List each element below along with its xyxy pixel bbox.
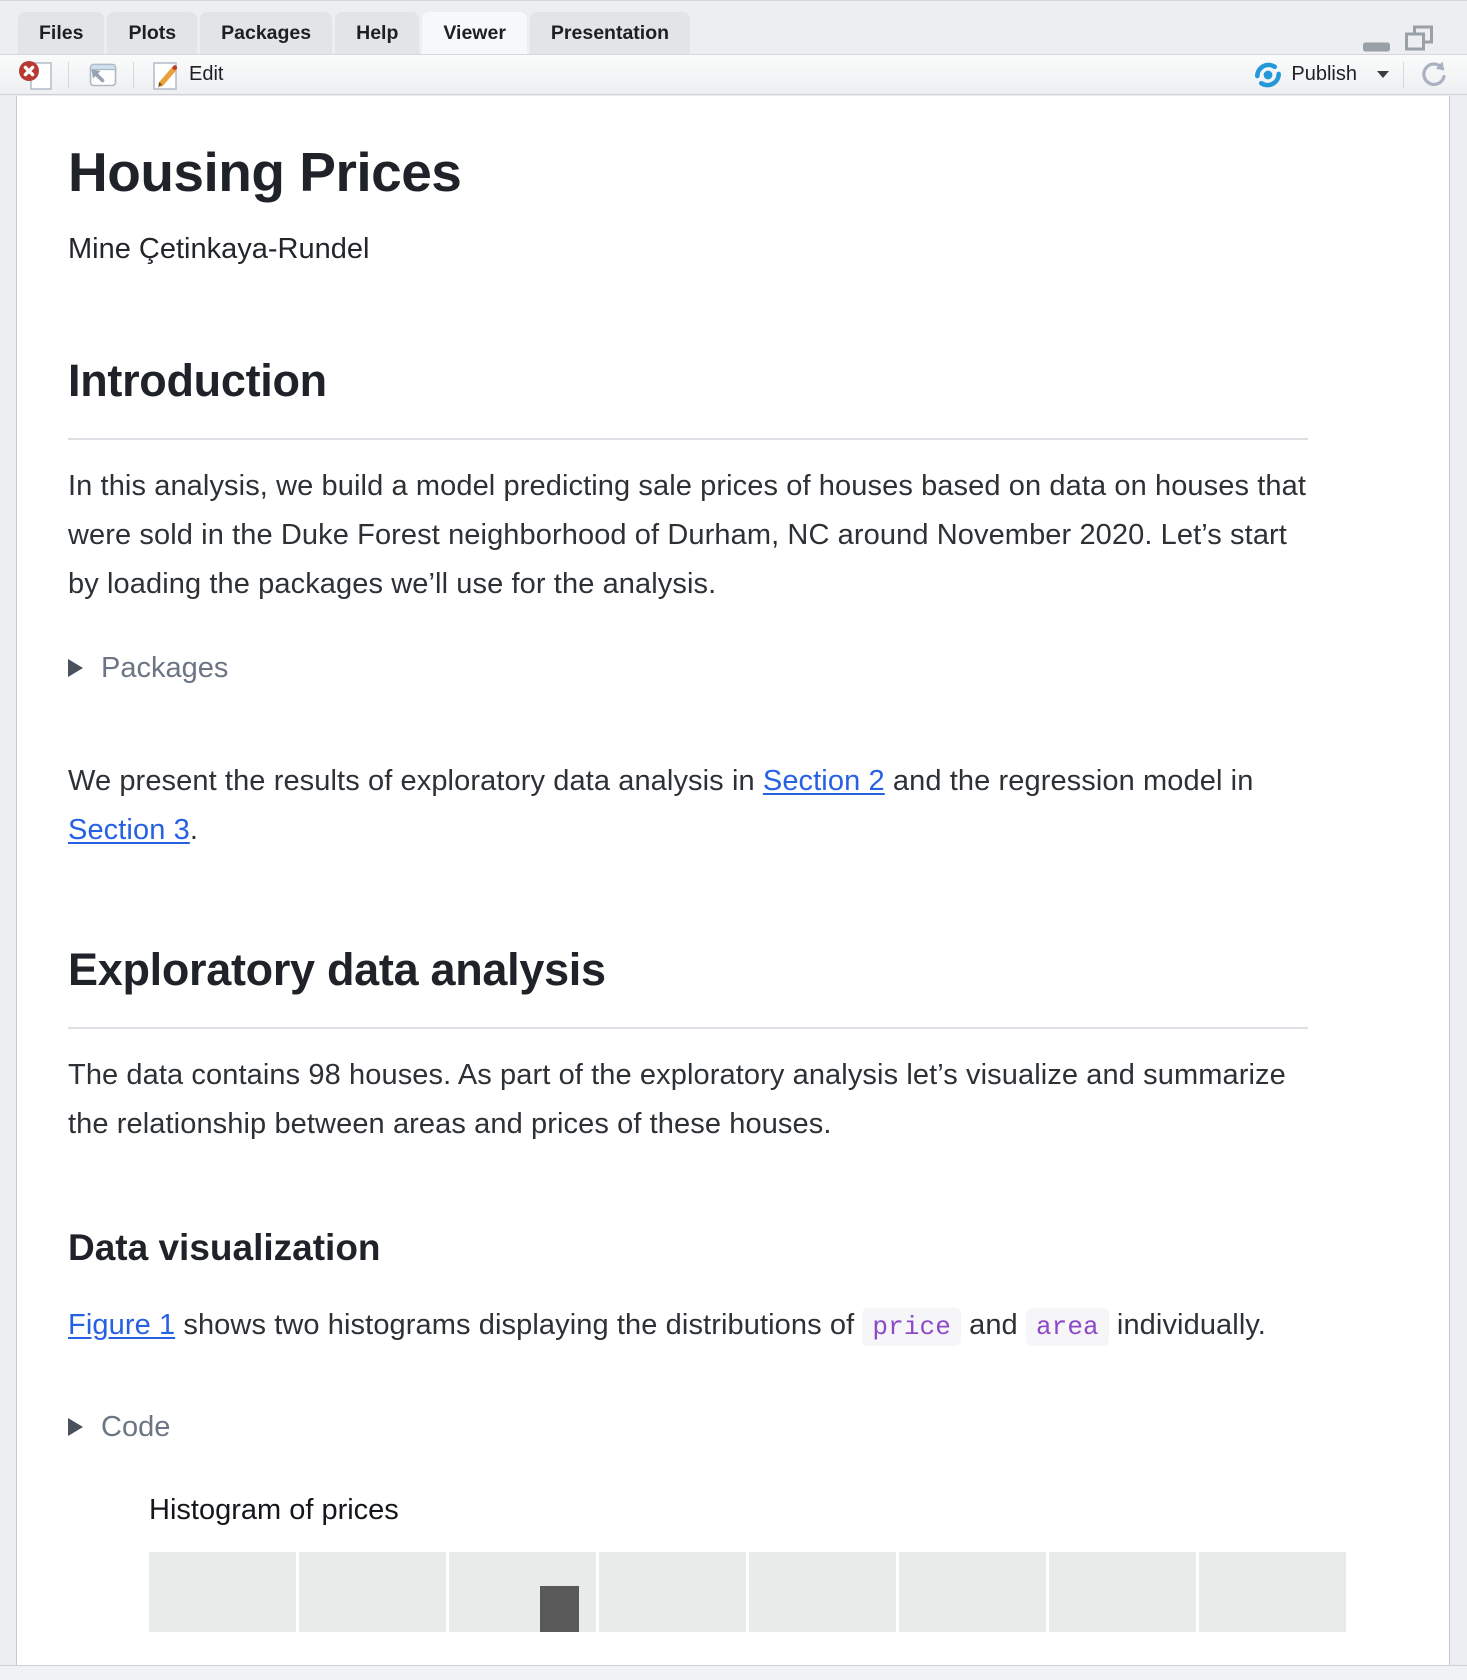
plot-grid-cell	[1199, 1552, 1346, 1632]
tab-help[interactable]: Help	[335, 12, 419, 54]
document-author: Mine Çetinkaya-Rundel	[68, 233, 370, 266]
red-x-page-icon	[18, 58, 54, 92]
histogram-figure	[149, 1492, 1308, 1632]
pane-window-controls	[1363, 25, 1434, 52]
packages-toggle-label: Packages	[101, 652, 229, 685]
toolbar-separator	[68, 62, 69, 88]
paragraph-text: .	[189, 814, 198, 847]
clear-viewer-button[interactable]	[12, 56, 60, 94]
publish-button-label: Publish	[1291, 63, 1357, 85]
histogram-panel	[149, 1552, 1346, 1632]
toolbar-separator	[133, 62, 134, 88]
publish-button[interactable]	[1248, 59, 1395, 91]
tab-packages[interactable]: Packages	[200, 12, 332, 54]
eda-paragraph: The data contains 98 houses. As part of the exploratory analysis let’s visualize and summarize the relationship between areas and prices of these houses.	[68, 1059, 1286, 1141]
inline-code-price: price	[862, 1308, 961, 1346]
edit-button[interactable]	[142, 57, 229, 93]
plot-grid-cell	[599, 1552, 746, 1632]
minimize-icon[interactable]	[1363, 42, 1390, 52]
viewer-toolbar	[0, 54, 1467, 95]
packages-code-toggle[interactable]	[68, 649, 1308, 687]
tab-viewer[interactable]: Viewer	[422, 12, 527, 54]
plot-grid-cell	[1049, 1552, 1196, 1632]
refresh-button[interactable]	[1412, 57, 1455, 92]
rendered-document	[17, 96, 1308, 1632]
plot-grid-cell	[149, 1552, 296, 1632]
paragraph-text: and the regression model in	[884, 765, 1254, 798]
figure-1-link[interactable]: Figure 1	[68, 1309, 176, 1342]
edit-button-label: Edit	[189, 63, 224, 85]
refresh-circle-arrow-icon	[1418, 59, 1449, 90]
open-in-new-window-button[interactable]	[77, 57, 125, 93]
code-toggle[interactable]	[68, 1408, 1308, 1446]
section-2-link[interactable]: Section 2	[762, 765, 885, 798]
pane-tab-strip	[0, 1, 1467, 54]
right-triangle-icon	[68, 1418, 83, 1436]
plot-grid-cell	[299, 1552, 446, 1632]
section-heading-eda: Exploratory data analysis	[68, 943, 1308, 1029]
subsection-heading-data-visualization: Data visualization	[68, 1227, 381, 1269]
code-toggle-label: Code	[101, 1411, 171, 1444]
section-3-link[interactable]: Section 3	[68, 814, 190, 847]
plot-grid-cell	[749, 1552, 896, 1632]
paragraph-text: We present the results of exploratory data analysis in	[68, 765, 763, 798]
plot-grid-cell	[899, 1552, 1046, 1632]
paragraph-text: and	[960, 1309, 1026, 1342]
open-in-new-window-icon	[83, 59, 119, 91]
histogram-bar	[540, 1586, 579, 1632]
plot-title: Histogram of prices	[149, 1494, 399, 1527]
chevron-down-icon[interactable]	[1377, 71, 1389, 78]
toolbar-separator	[1403, 62, 1404, 88]
right-triangle-icon	[68, 659, 83, 677]
intro-paragraph: In this analysis, we build a model predicting sale prices of houses based on data on houses that were sold in the Duke Forest neighborhood of Durham, NC around November 2020. Let’s start by loading the packages we’ll use for the analysis.	[68, 470, 1307, 601]
paragraph-text: shows two histograms displaying the distributions of	[175, 1309, 863, 1342]
restore-windows-icon[interactable]	[1403, 25, 1434, 52]
viewer-content	[16, 96, 1450, 1665]
section-heading-introduction: Introduction	[68, 354, 1308, 440]
paragraph-text: individually.	[1108, 1309, 1266, 1342]
sections-reference-paragraph	[68, 757, 1308, 855]
pencil-page-icon	[148, 59, 180, 91]
figure-reference-paragraph	[68, 1301, 1308, 1352]
connect-swirl-icon	[1254, 61, 1282, 89]
inline-code-area: area	[1026, 1308, 1109, 1346]
tab-presentation[interactable]: Presentation	[530, 12, 690, 54]
tab-plots[interactable]: Plots	[107, 12, 197, 54]
pane-bottom-strip	[0, 1665, 1467, 1680]
tab-files[interactable]: Files	[18, 12, 104, 54]
page-title: Housing Prices	[68, 141, 462, 203]
